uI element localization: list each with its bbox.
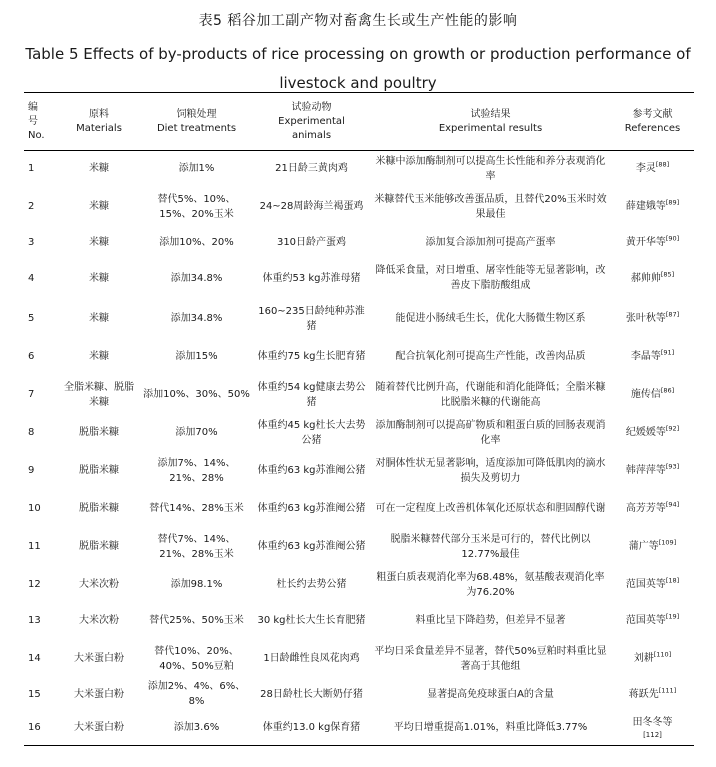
row-diet: 替代7%、14%、21%、28%玉米 [157, 533, 236, 560]
reference-author: 蒲广等 [628, 541, 659, 552]
table-caption-cn: 表5 稻谷加工副产物对畜禽生长或生产性能的影响 [198, 13, 518, 29]
row-animal: 体重约13.0 kg保育猪 [262, 721, 361, 733]
reference-author: 范国英等 [625, 579, 666, 590]
row-reference [611, 227, 694, 258]
header-animals-en2: animals [291, 129, 332, 141]
row-animal: 体重约63 kg苏淮阉公猪 [257, 503, 366, 514]
row-animal: 体重约53 kg苏淮母猪 [262, 272, 361, 284]
row-reference [611, 415, 694, 451]
reference-citation: [87] [665, 310, 680, 319]
row-diet: 替代10%、20%、40%、50%豆粕 [154, 645, 239, 672]
row-material: 米糠 [89, 351, 109, 362]
row-material: 大米蛋白粉 [74, 688, 124, 700]
row-material: 米糠 [89, 236, 109, 248]
row-diet: 添加3.6% [173, 721, 220, 733]
row-material: 大米次粉 [79, 615, 119, 626]
reference-author: 高芳芳等 [625, 503, 666, 514]
row-material: 脱脂米糠 [79, 541, 119, 552]
row-material: 全脂米糠、脱脂米糠 [64, 381, 134, 408]
header-results-en: Experimental results [438, 122, 543, 134]
row-diet: 替代25%、50%玉米 [149, 615, 244, 626]
row-animal: 1日龄雌性良凤花肉鸡 [263, 653, 360, 664]
reference-author: 范国英等 [625, 615, 666, 626]
row-material: 脱脂米糠 [79, 503, 119, 514]
reference-citation: [110] [653, 650, 672, 659]
row-material: 大米蛋白粉 [74, 721, 124, 733]
row-result: 能促进小肠绒毛生长，优化大肠微生物区系 [395, 313, 586, 324]
table-row [24, 299, 694, 339]
row-material: 米糠 [89, 313, 109, 324]
row-reference [611, 567, 694, 603]
table-row [24, 710, 694, 746]
row-material: 大米蛋白粉 [74, 653, 124, 664]
header-animals-en1: Experimental [278, 115, 345, 127]
data-table [24, 92, 694, 746]
header-results [370, 93, 611, 151]
row-no: 14 [28, 653, 41, 664]
row-reference [611, 339, 694, 375]
row-material: 大米次粉 [79, 579, 119, 590]
reference-author: 李灵 [635, 163, 656, 175]
header-no-line1: 编 [28, 101, 38, 113]
row-diet: 替代14%、28%玉米 [149, 503, 244, 514]
header-materials-en: Materials [76, 122, 122, 134]
reference-author: 纪媛媛等 [625, 427, 666, 438]
row-reference [611, 299, 694, 339]
row-diet: 添加34.8% [170, 272, 223, 284]
table-caption-en: Table 5 Effects of by-products of rice processing on growth or production performance of livestock and poultry [25, 45, 691, 92]
header-diet [140, 93, 253, 151]
reference-author: 田冬冬等 [632, 716, 673, 728]
reference-citation: [111] [658, 686, 677, 695]
header-animals [253, 93, 370, 151]
row-no: 5 [28, 313, 35, 324]
row-animal: 30 kg杜长大生长育肥猪 [257, 615, 366, 626]
row-animal: 体重约63 kg苏淮阉公猪 [257, 541, 366, 552]
row-result: 配合抗氧化剂可提高生产性能，改善肉品质 [395, 351, 586, 362]
row-result: 米糠替代玉米能够改善蛋品质，且替代20%玉米时效果最佳 [374, 193, 607, 220]
row-diet: 添加34.8% [170, 313, 223, 324]
reference-citation: [18] [665, 576, 680, 585]
row-diet: 添加1% [178, 163, 215, 175]
row-animal: 体重约45 kg杜长大去势公猪 [257, 419, 366, 446]
row-no: 7 [28, 389, 35, 400]
header-refs [611, 93, 694, 151]
row-result: 显著提高免疫球蛋白A的含量 [427, 688, 554, 700]
row-result: 料重比呈下降趋势，但差异不显著 [415, 615, 566, 626]
row-animal: 杜长约去势公猪 [276, 579, 347, 590]
row-no: 8 [28, 427, 35, 438]
table-row [24, 227, 694, 258]
header-row [24, 93, 694, 151]
header-no [24, 93, 58, 151]
header-refs-cn: 参考文献 [632, 108, 673, 120]
header-no-line2: 号 [28, 115, 38, 127]
reference-author: 刘耕 [633, 653, 654, 664]
table-row [24, 603, 694, 639]
row-material: 脱脂米糠 [79, 465, 119, 476]
row-result: 平均日增重提高1.01%，料重比降低3.77% [393, 721, 588, 733]
header-results-cn: 试验结果 [470, 108, 511, 120]
row-animal: 21日龄三黄肉鸡 [275, 163, 348, 175]
reference-citation: [91] [660, 348, 675, 357]
reference-citation: [89] [665, 198, 680, 207]
header-materials [58, 93, 140, 151]
row-reference [611, 491, 694, 527]
row-reference [611, 451, 694, 491]
row-result: 粗蛋白质表观消化率为68.48%，氨基酸表观消化率为76.20% [376, 571, 605, 598]
row-diet: 添加10%、30%、50% [143, 389, 250, 400]
row-animal: 体重约54 kg健康去势公猪 [257, 381, 366, 408]
row-animal: 24~28周龄海兰褐蛋鸡 [259, 201, 364, 212]
row-material: 米糠 [89, 163, 109, 175]
header-animals-cn: 试验动物 [291, 101, 332, 113]
row-no: 12 [28, 579, 41, 590]
reference-citation: [85] [660, 270, 675, 279]
reference-citation: [93] [665, 462, 680, 471]
row-no: 15 [28, 688, 41, 700]
table-row [24, 339, 694, 375]
row-material: 脱脂米糠 [79, 427, 119, 438]
table-row [24, 527, 694, 567]
row-diet: 添加2%、4%、6%、8% [147, 681, 246, 707]
row-result: 对胴体性状无显著影响，适度添加可降低肌肉的滴水损失及剪切力 [375, 457, 606, 484]
reference-author: 郝帅帅 [630, 272, 661, 284]
row-reference [611, 258, 694, 299]
row-no: 10 [28, 503, 41, 514]
reference-citation: [19] [665, 612, 680, 621]
table-row [24, 415, 694, 451]
table-row [24, 187, 694, 227]
row-reference [611, 639, 694, 679]
reference-author: 韩萍萍等 [625, 465, 666, 476]
reference-citation: [90] [665, 234, 680, 243]
reference-author: 蒋跃先 [628, 688, 659, 700]
row-result: 添加复合添加剂可提高产蛋率 [425, 236, 556, 248]
row-diet: 添加70% [175, 427, 218, 438]
row-result: 降低采食量，对日增重、屠宰性能等无显著影响，改善皮下脂肪酸组成 [375, 265, 606, 291]
row-animal: 160~235日龄纯种苏淮猪 [258, 305, 365, 332]
row-reference [611, 187, 694, 227]
row-no: 6 [28, 351, 35, 362]
table-row [24, 258, 694, 299]
reference-citation: [92] [665, 424, 680, 433]
row-result: 脱脂米糠替代部分玉米是可行的，替代比例以12.77%最佳 [390, 533, 591, 560]
row-diet: 替代5%、10%、15%、20%玉米 [157, 193, 236, 220]
row-no: 11 [28, 541, 41, 552]
header-no-line3: No. [28, 129, 45, 141]
row-reference [611, 151, 694, 187]
row-reference [611, 710, 694, 746]
row-no: 4 [28, 272, 35, 284]
header-diet-cn: 饲粮处理 [176, 108, 217, 120]
table-row [24, 451, 694, 491]
table-row [24, 567, 694, 603]
row-result: 可在一定程度上改善机体氧化还原状态和胆固醇代谢 [375, 503, 606, 514]
row-reference [611, 603, 694, 639]
header-diet-en: Diet treatments [156, 122, 237, 134]
reference-citation: [88] [655, 160, 670, 169]
row-no: 16 [28, 721, 41, 733]
row-animal: 28日龄杜长大断奶仔猪 [260, 688, 363, 700]
header-materials-cn: 原料 [89, 108, 109, 120]
row-no: 3 [28, 236, 35, 248]
row-no: 9 [28, 465, 35, 476]
row-diet: 添加15% [175, 351, 218, 362]
row-animal: 310日龄产蛋鸡 [276, 236, 347, 248]
reference-citation: [109] [658, 538, 677, 547]
row-result: 添加酶制剂可以提高矿物质和粗蛋白质的回肠表观消化率 [375, 419, 606, 446]
header-refs-en: References [624, 122, 681, 134]
reference-author: 施传信 [630, 389, 661, 400]
row-reference [611, 375, 694, 415]
row-no: 1 [28, 163, 35, 175]
table-row [24, 491, 694, 527]
row-no: 13 [28, 615, 41, 626]
reference-author: 薛建娥等 [625, 201, 666, 212]
reference-author: 李晶等 [630, 351, 661, 362]
row-result: 随着替代比例升高，代谢能和消化能降低；全脂米糠比脱脂米糠的代谢能高 [375, 381, 606, 408]
table-row [24, 151, 694, 187]
reference-author: 张叶秋等 [625, 313, 666, 324]
table-row [24, 679, 694, 710]
row-reference [611, 679, 694, 710]
row-result: 米糠中添加酶制剂可以提高生长性能和养分表观消化率 [375, 155, 606, 182]
row-diet: 添加10%、20% [159, 236, 234, 248]
row-animal: 体重约63 kg苏淮阉公猪 [257, 465, 366, 476]
table-row [24, 639, 694, 679]
table-row [24, 375, 694, 415]
row-diet: 添加98.1% [170, 579, 223, 590]
reference-citation: [94] [665, 500, 680, 509]
row-no: 2 [28, 201, 35, 212]
reference-citation: [86] [660, 386, 675, 395]
row-reference [611, 527, 694, 567]
row-animal: 体重约75 kg生长肥育猪 [257, 351, 366, 362]
reference-citation: [112] [643, 730, 662, 739]
row-material: 米糠 [89, 201, 109, 212]
row-diet: 添加7%、14%、21%、28% [157, 457, 236, 484]
row-result: 平均日采食量差异不显著，替代50%豆粕时料重比显著高于其他组 [374, 645, 607, 672]
row-material: 米糠 [89, 272, 109, 284]
reference-author: 黄开华等 [625, 236, 666, 248]
